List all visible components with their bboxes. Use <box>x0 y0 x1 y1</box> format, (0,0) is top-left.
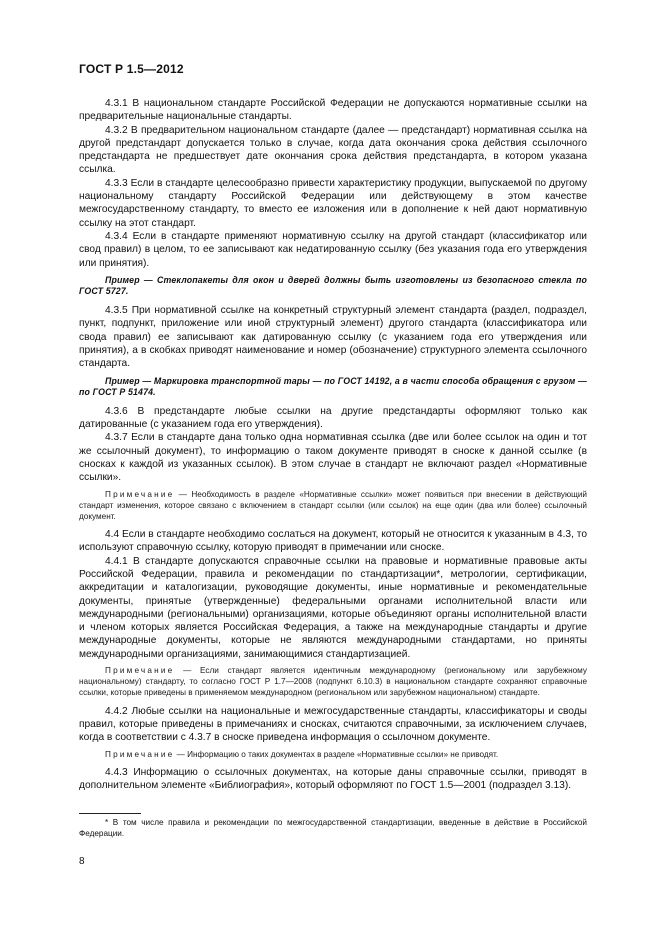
paragraph-4-3-1: 4.3.1 В национальном стандарте Российской Федерации не допускаются нормативные ссылки на предварительные национальные стандарты. <box>79 98 587 123</box>
note-3-text: — Информацию о таких документах в разделе «Нормативные ссылки» не приводят. <box>174 749 499 759</box>
note-2 <box>79 665 587 699</box>
note-1-text: — Необходимость в разделе «Нормативные ссылки» может появиться при внесении в действующий стандарт изменения, которое связано с включением в стандарт ссылки (или ссылок) на еще один (два или более) ссылочный документ. <box>79 489 587 521</box>
paragraph-4-4-2: 4.4.2 Любые ссылки на национальные и межгосударственные стандарты, классификаторы и своды правил, которые приведены в примечаниях и сносках, считаются справочными, за исключением случаев, когда в соответствии с 4.3.7 в сноске приведена информация о ссылочном документе. <box>79 705 587 744</box>
paragraph-4-4-3: 4.4.3 Информацию о ссылочных документах, на которые даны справочные ссылки, приводят в дополнительном элементе «Библиография», который оформляют по ГОСТ 1.5—2001 (подраздел 3.13). <box>79 766 587 792</box>
example-2: Пример — Маркировка транспортной тары — по ГОСТ 14192, а в части способа обращения с грузом — по ГОСТ Р 51474. <box>79 375 587 398</box>
paragraph-4-3-4: 4.3.4 Если в стандарте применяют нормативную ссылку на другой стандарт (классификатор или свод правил) в целом, то ее записывают как недатированную ссылку (без указания года его утверждения или принятия). <box>79 230 587 269</box>
footnote-divider <box>79 813 141 814</box>
note-3 <box>79 749 587 760</box>
footnote: * В том числе правила и рекомендации по межгосударственной стандартизации, введенные в действие в Российской Федерации. <box>79 818 587 839</box>
document-body <box>79 97 587 792</box>
note-label: Примечание <box>105 749 175 759</box>
paragraph-4-3-7: 4.3.7 Если в стандарте дана только одна нормативная ссылка (две или более ссылок на один и тот же ссылочный документ), то информацию о таком документе приводят в сноске к данной ссылке (в сносках к каждой из указанных ссылок). В этом случае в стандарт не включают раздел «Нормативные ссылки». <box>79 432 587 484</box>
paragraph-4-3-2: 4.3.2 В предварительном национальном стандарте (далее — предстандарт) нормативная ссылка на другой предстандарт допускается только в случае, когда дата окончания срока действия ссылочного предстандарта не предшествует дате окончания срока действия предстандарта, в котором указана ссылка. <box>79 124 587 176</box>
page-number: 8 <box>79 856 85 867</box>
paragraph-4-3-6: 4.3.6 В предстандарте любые ссылки на другие предстандарты оформляют только как датированные (с указанием года его утверждения). <box>79 405 587 431</box>
paragraph-4-3-5: 4.3.5 При нормативной ссылке на конкретный структурный элемент стандарта (раздел, подраздел, пункт, подпункт, приложение или иной структурный элемент) другого стандарта (классификатора или свода правил) ее записывают как датированную ссылку (с указанием года его утверждения или принятия), а в скобках приводят наименование и номер (обозначение) структурного элемента ссылочного стандарта. <box>79 305 587 370</box>
note-1 <box>79 489 587 523</box>
note-label: Примечание <box>105 666 175 676</box>
note-label: Примечание <box>105 489 175 499</box>
paragraph-4-4: 4.4 Если в стандарте необходимо сослаться на документ, который не относится к указанным в 4.3, то используют справочную ссылку, которую приводят в примечании или сноске. <box>79 529 587 554</box>
example-1: Пример — Стеклопакеты для окон и дверей должны быть изготовлены из безопасного стекла по ГОСТ 5727. <box>79 274 587 297</box>
paragraph-4-3-3: 4.3.3 Если в стандарте целесообразно привести характеристику продукции, выпускаемой по другому национальному стандарту Российской Федерации или действующему в этом качестве межгосударственному стандарту, то вместо ее изложения или в дополнение к ней дают нормативную ссылку на этот стандарт. <box>79 177 587 229</box>
document-header: ГОСТ Р 1.5—2012 <box>79 62 184 76</box>
paragraph-4-4-1: 4.4.1 В стандарте допускаются справочные ссылки на правовые и нормативные правовые акты Российской Федерации, правила и рекомендации по стандартизации*, метрологии, сертификации, аккредитации и каталогизации, руководящие документы, иные нормативные и рекомендательные документы, принятые (утвержденные) федеральными органами исполнительной власти или международными (региональными) организациями, которые объединяют органы исполнительной власти и членом которых является Российская Федерация, а также на международные стандарты и другие международные документы, которые не являются международными стандартами, но приняты международными организациями, занимающимися стандартизацией. <box>79 555 587 660</box>
note-2-text: — Если стандарт является идентичным международному (региональному или зарубежному национальному) стандарту, то согласно ГОСТ Р 1.7—2008 (подпункт 6.10.3) в национальном стандарте сохраняют справочные ссылки, которые приведены в применяемом международном (региональном или зарубежном национальном) стандарте. <box>79 666 587 698</box>
